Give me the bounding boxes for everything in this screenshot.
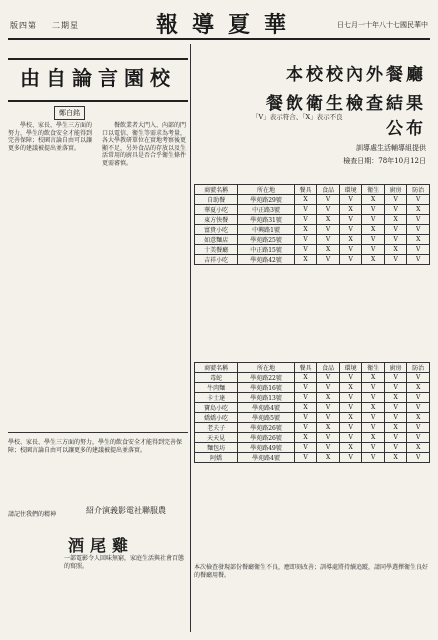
- inspection-mark: X: [407, 383, 430, 393]
- table-row: [195, 235, 430, 245]
- column-header: 餐具: [294, 363, 317, 373]
- check-date: 檢查日期：78年10月12日: [343, 157, 426, 165]
- editorial-col-2: [8, 122, 94, 152]
- inspection-mark: V: [384, 205, 407, 215]
- ad-film-title: 酒尾雞: [68, 536, 135, 555]
- inspection-mark: X: [362, 433, 385, 443]
- inspection-mark: X: [384, 393, 407, 403]
- inspection-mark: V: [362, 423, 385, 433]
- masthead: [8, 6, 430, 36]
- column-header: 廚房: [384, 185, 407, 195]
- restaurant-name: 富貴小吃: [195, 225, 238, 235]
- inspection-mark: V: [407, 255, 430, 265]
- inspection-mark: V: [317, 433, 340, 443]
- table-row: [195, 433, 430, 443]
- inspection-mark: X: [339, 205, 362, 215]
- article-headline: [266, 60, 426, 153]
- restaurant-name: 華夏小吃: [195, 205, 238, 215]
- inspection-mark: V: [294, 245, 317, 255]
- restaurant-name: 自助餐: [195, 195, 238, 205]
- inspection-mark: V: [362, 393, 385, 403]
- inspection-table-1: [194, 184, 430, 265]
- restaurant-address: 學苑路5號: [238, 413, 295, 423]
- inspection-mark: X: [362, 225, 385, 235]
- column-header: 商號名稱: [195, 185, 238, 195]
- table-header-row: [195, 363, 430, 373]
- masthead-rule: [8, 38, 430, 40]
- inspection-table-2: [194, 362, 430, 463]
- restaurant-address: 學苑路29號: [238, 195, 295, 205]
- inspection-mark: X: [362, 373, 385, 383]
- legend-note: 「V」表示符合、「X」表示不良: [252, 113, 343, 121]
- inspection-mark: V: [339, 195, 362, 205]
- editorial-title-box: [8, 58, 188, 102]
- inspection-mark: V: [317, 373, 340, 383]
- restaurant-address: 學苑路4號: [238, 403, 295, 413]
- inspection-mark: V: [407, 195, 430, 205]
- newspaper-title: 報導夏華: [155, 12, 300, 38]
- table-row: [195, 453, 430, 463]
- inspection-mark: X: [384, 453, 407, 463]
- restaurant-name: 老夫子: [195, 423, 238, 433]
- inspection-mark: X: [362, 195, 385, 205]
- ad-description: 一部電影令人回味無窮，家庭生活與社會百態的寫照。: [64, 555, 185, 570]
- inspection-mark: V: [407, 373, 430, 383]
- headline-line-2: 餐飲衛生檢查結果公布: [266, 94, 426, 139]
- inspection-mark: X: [294, 195, 317, 205]
- restaurant-address: 中正路15號: [238, 245, 295, 255]
- ad-left-text: 請記住我們的精神: [8, 511, 57, 518]
- inspection-mark: V: [339, 453, 362, 463]
- inspection-mark: V: [384, 403, 407, 413]
- table-header-row: [195, 185, 430, 195]
- table-row: [195, 255, 430, 265]
- inspection-mark: V: [339, 215, 362, 225]
- inspection-mark: V: [294, 215, 317, 225]
- restaurant-name: 毒蛇: [195, 373, 238, 383]
- inspection-mark: X: [362, 403, 385, 413]
- inspection-mark: V: [339, 433, 362, 443]
- page-number: 版四第: [10, 21, 37, 30]
- column-header: 衛生: [362, 185, 385, 195]
- inspection-mark: V: [339, 423, 362, 433]
- inspection-mark: V: [384, 383, 407, 393]
- column-divider: [190, 44, 191, 632]
- inspection-mark: V: [294, 393, 317, 403]
- inspection-mark: V: [362, 235, 385, 245]
- ad-heading: 紹介演義影電社聯服農: [86, 506, 166, 515]
- inspection-mark: V: [384, 235, 407, 245]
- inspection-mark: X: [339, 443, 362, 453]
- inspection-mark: V: [317, 205, 340, 215]
- restaurant-name: 吉祥小吃: [195, 255, 238, 265]
- table-row: [195, 225, 430, 235]
- inspection-mark: X: [407, 205, 430, 215]
- inspection-mark: X: [294, 225, 317, 235]
- inspection-mark: X: [339, 413, 362, 423]
- editorial-signature: 鄭白銘: [54, 106, 85, 120]
- table-row: [195, 423, 430, 433]
- table-row: [195, 443, 430, 453]
- table-row: [195, 215, 430, 225]
- inspection-mark: V: [294, 443, 317, 453]
- inspection-mark: X: [294, 255, 317, 265]
- headline-line-1: 本校校內外餐廳: [286, 65, 426, 85]
- inspection-mark: X: [317, 245, 340, 255]
- inspection-mark: V: [407, 433, 430, 443]
- inspection-mark: V: [294, 383, 317, 393]
- inspection-mark: V: [339, 393, 362, 403]
- inspection-mark: X: [384, 245, 407, 255]
- inspection-mark: V: [407, 403, 430, 413]
- inspection-mark: V: [317, 383, 340, 393]
- column-header: 環境: [339, 363, 362, 373]
- inspection-mark: V: [339, 403, 362, 413]
- table-row: [195, 403, 430, 413]
- inspection-mark: X: [407, 235, 430, 245]
- inspection-mark: X: [317, 393, 340, 403]
- inspection-mark: V: [317, 235, 340, 245]
- editorial-col-1: [102, 122, 188, 168]
- restaurant-name: 如意麵店: [195, 235, 238, 245]
- inspection-mark: V: [317, 195, 340, 205]
- inspection-mark: X: [317, 423, 340, 433]
- inspection-mark: V: [407, 423, 430, 433]
- table-row: [195, 413, 430, 423]
- restaurant-name: 麵包坊: [195, 443, 238, 453]
- inspection-mark: X: [294, 373, 317, 383]
- restaurant-address: 學苑路31號: [238, 215, 295, 225]
- inspection-mark: V: [362, 413, 385, 423]
- inspection-mark: V: [294, 423, 317, 433]
- inspection-mark: X: [384, 423, 407, 433]
- restaurant-name: 嬌嬌小吃: [195, 413, 238, 423]
- inspection-mark: X: [294, 433, 317, 443]
- inspection-mark: V: [384, 433, 407, 443]
- restaurant-name: 阿嬌: [195, 453, 238, 463]
- inspection-mark: V: [384, 225, 407, 235]
- column-header: 食品: [317, 185, 340, 195]
- restaurant-name: 寶島小吃: [195, 403, 238, 413]
- restaurant-name: 卡士達: [195, 393, 238, 403]
- restaurant-name: 天天見: [195, 433, 238, 443]
- restaurant-address: 學苑路4號: [238, 453, 295, 463]
- inspection-mark: X: [317, 215, 340, 225]
- restaurant-address: 學苑路49號: [238, 443, 295, 453]
- column-header: 防治: [407, 363, 430, 373]
- inspection-mark: X: [339, 235, 362, 245]
- column-header: 防治: [407, 185, 430, 195]
- inspection-mark: V: [407, 453, 430, 463]
- inspection-mark: X: [317, 453, 340, 463]
- inspection-article: [194, 44, 430, 632]
- inspection-mark: V: [339, 255, 362, 265]
- editorial-title: 由自論言園校: [20, 66, 176, 90]
- inspection-mark: X: [362, 255, 385, 265]
- inspection-mark: V: [339, 245, 362, 255]
- film-ad-section: [8, 432, 188, 633]
- restaurant-address: 學苑路22號: [238, 373, 295, 383]
- ad-intro-text: 學校、家長、學生三方面的努力，學生的飲食安全才能得到完善保障；校園言論自由可以讓更多的建議被提出並落實。: [8, 439, 183, 454]
- restaurant-address: 中興路1號: [238, 225, 295, 235]
- inspection-mark: V: [384, 255, 407, 265]
- column-header: 商號名稱: [195, 363, 238, 373]
- restaurant-name: 十美餐廳: [195, 245, 238, 255]
- inspection-mark: V: [362, 383, 385, 393]
- inspection-mark: V: [339, 373, 362, 383]
- inspection-mark: V: [317, 225, 340, 235]
- inspection-mark: V: [407, 215, 430, 225]
- restaurant-address: 學苑路26號: [238, 433, 295, 443]
- inspection-mark: V: [317, 413, 340, 423]
- restaurant-address: 中正路3號: [238, 205, 295, 215]
- inspection-mark: V: [384, 413, 407, 423]
- column-header: 廚房: [384, 363, 407, 373]
- editorial-paragraph-2: 學校、家長、學生三方面的努力，學生的飲食安全才能得到完善保障；校園言論自由可以讓更多的建議被提出並落實。: [8, 122, 93, 152]
- inspection-mark: V: [362, 205, 385, 215]
- inspection-mark: V: [294, 235, 317, 245]
- column-header: 環境: [339, 185, 362, 195]
- table-row: [195, 195, 430, 205]
- restaurant-address: 學苑路42號: [238, 255, 295, 265]
- inspection-mark: V: [339, 225, 362, 235]
- column-header: 所在地: [238, 185, 295, 195]
- column-header: 餐具: [294, 185, 317, 195]
- inspection-mark: V: [407, 393, 430, 403]
- inspection-mark: V: [407, 225, 430, 235]
- inspection-mark: X: [339, 383, 362, 393]
- table-row: [195, 383, 430, 393]
- editorial-paragraph-1: 餐飲業者大門入、內部的門口以電信、衛生等需求為考量，各大學教研單位在實地考察後更顯不足，另外食品的存放以及生活常用的廚具是否合乎衛生條件更需審慎。: [102, 122, 187, 167]
- restaurant-address: 學苑路16號: [238, 383, 295, 393]
- inspection-mark: X: [407, 443, 430, 453]
- column-header: 衛生: [362, 363, 385, 373]
- article-footer-text: 本次檢查發現部份餐廳衛生不良，應即刻改善；訓導處將持續追蹤，請同學選擇衛生良好的餐廳用餐。: [194, 564, 429, 579]
- inspection-mark: X: [294, 403, 317, 413]
- restaurant-name: 東方快餐: [195, 215, 238, 225]
- issue-date: 日七月一十年八十七國民華中: [337, 21, 428, 29]
- article-subhead: 訓導處生活輔導組提供: [356, 144, 426, 152]
- inspection-mark: V: [384, 373, 407, 383]
- restaurant-name: 牛肉麵: [195, 383, 238, 393]
- inspection-mark: V: [384, 443, 407, 453]
- inspection-mark: V: [294, 453, 317, 463]
- inspection-mark: V: [384, 195, 407, 205]
- column-header: 食品: [317, 363, 340, 373]
- editorial-column: [8, 44, 188, 632]
- restaurant-address: 學苑路26號: [238, 423, 295, 433]
- table-row: [195, 393, 430, 403]
- weekday-label: 二期星: [52, 21, 79, 30]
- inspection-mark: X: [407, 413, 430, 423]
- inspection-mark: V: [294, 413, 317, 423]
- inspection-mark: V: [362, 443, 385, 453]
- table-row: [195, 245, 430, 255]
- inspection-mark: V: [317, 255, 340, 265]
- restaurant-address: 學苑路25號: [238, 235, 295, 245]
- inspection-mark: V: [317, 443, 340, 453]
- restaurant-address: 學苑路13號: [238, 393, 295, 403]
- inspection-mark: V: [294, 205, 317, 215]
- inspection-mark: V: [362, 453, 385, 463]
- editorial-body: [8, 122, 188, 422]
- column-header: 所在地: [238, 363, 295, 373]
- inspection-mark: V: [317, 403, 340, 413]
- inspection-mark: V: [362, 245, 385, 255]
- table-row: [195, 205, 430, 215]
- inspection-mark: V: [362, 215, 385, 225]
- table-row: [195, 373, 430, 383]
- inspection-mark: V: [407, 245, 430, 255]
- inspection-mark: X: [384, 215, 407, 225]
